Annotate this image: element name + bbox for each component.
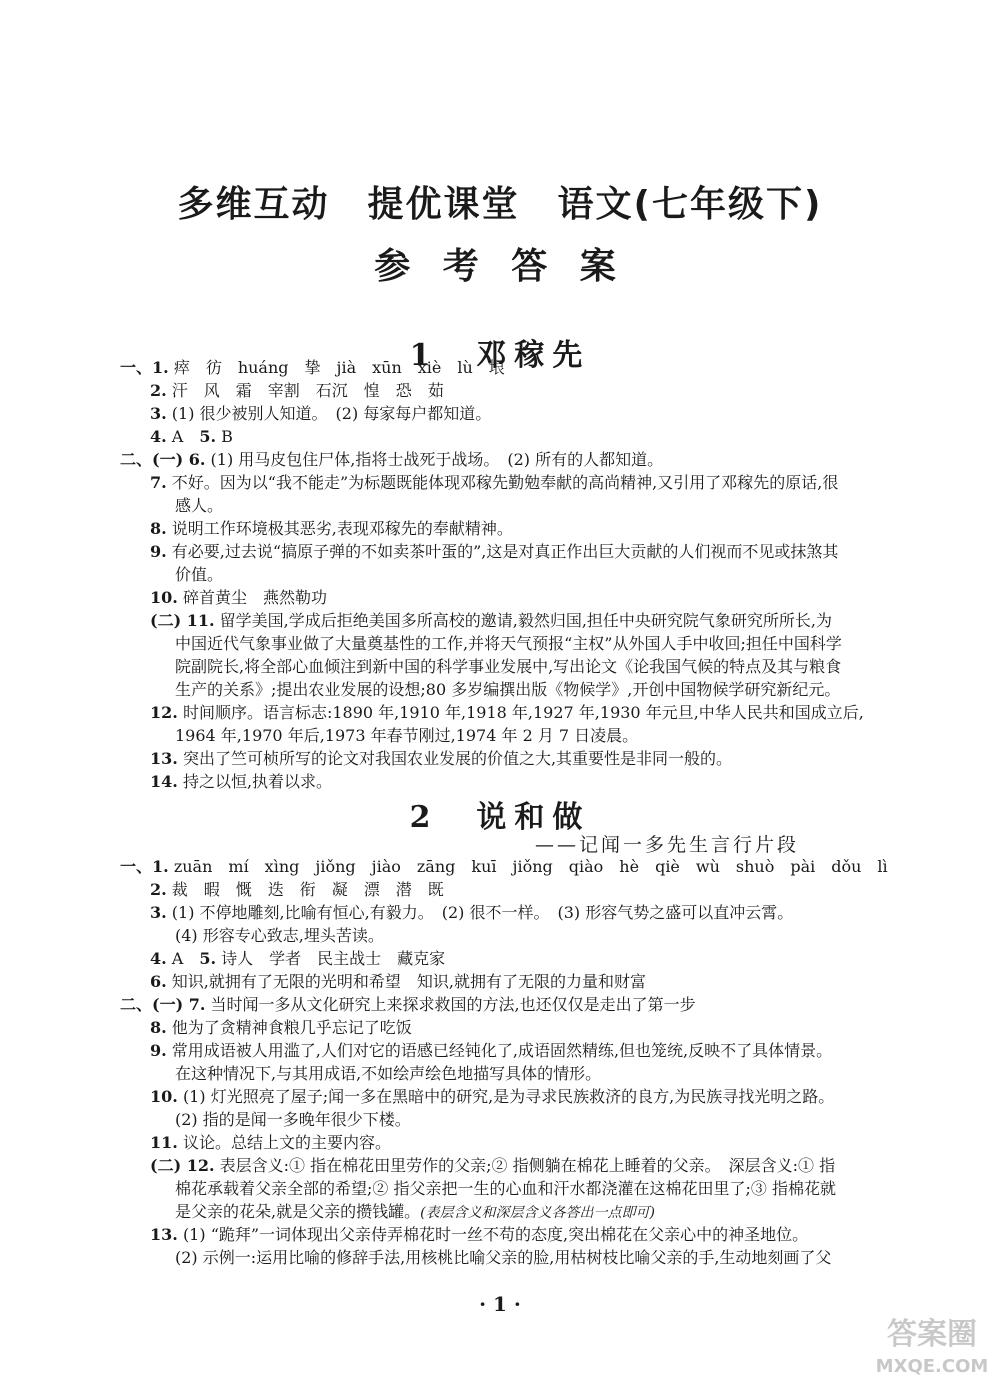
answer-line <box>120 856 888 878</box>
answer-line <box>150 948 445 970</box>
answer-line <box>175 1201 655 1224</box>
answer-text: 不好。因为以“我不能走”为标题既能体现邓稼先勤勉奉献的高尚精神,又引用了邓稼先的原话,很 <box>171 473 839 492</box>
question-number: 2. <box>150 381 167 400</box>
answer-text: 生产的关系》;提出农业发展的设想;80 多岁编撰出版《物候学》,开创中国物候学研究新纪元。 <box>175 680 841 699</box>
question-number: 13. <box>150 749 178 768</box>
answer-text: 瘁 彷 huáng 挚 jià xūn xiè lù 垠 <box>173 358 505 377</box>
answer-text: 感人。 <box>175 496 224 515</box>
answer-text: B <box>221 427 233 446</box>
answer-text: 持之以恒,执着以求。 <box>182 772 333 791</box>
answer-line <box>120 449 663 471</box>
section-2-title: 2 说和做 <box>409 800 591 835</box>
answer-text: (1) 不停地雕刻,比喻有恒心,有毅力。 (2) 很不一样。 (3) 形容气势之盛可以直冲云霄。 <box>171 903 794 922</box>
answer-line <box>175 725 638 747</box>
answer-line <box>150 610 832 632</box>
answer-line <box>175 1109 411 1131</box>
answer-text: 知识,就拥有了无限的光明和希望 知识,就拥有了无限的力量和财富 <box>171 972 646 991</box>
answer-text: (1) 很少被别人知道。 (2) 每家每户都知道。 <box>171 404 492 423</box>
watermark-top-text: 答案圈 <box>887 1317 977 1352</box>
answer-line <box>150 748 732 770</box>
answer-line <box>150 403 491 425</box>
answer-line <box>175 633 842 655</box>
answer-text: (1) 灯光照亮了屋子;闻一多在黑暗中的研究,是为寻求民族救济的良方,为民族寻找光明之路。 <box>182 1087 835 1106</box>
answer-line <box>150 380 444 402</box>
answer-text: (1) “跪拜”一词体现出父亲侍弄棉花时一丝不苟的态度,突出棉花在父亲心中的神圣地位。 <box>182 1225 809 1244</box>
answer-line <box>175 656 841 678</box>
answer-text: 议论。总结上文的主要内容。 <box>182 1133 391 1152</box>
question-number: 8. <box>150 1018 167 1037</box>
answer-text: 中国近代气象事业做了大量奠基性的工作,并将天气预报“主权”从外国人手中收回;担任中国科学 <box>175 634 842 653</box>
answer-text: 时间顺序。语言标志:1890 年,1910 年,1918 年,1927 年,1930 年元旦,中华人民共和国成立后, <box>182 703 864 722</box>
question-number: 9. <box>150 1041 167 1060</box>
question-number: 14. <box>150 772 178 791</box>
question-number: 二、(一) 7. <box>120 995 206 1014</box>
question-number: 二、(一) 6. <box>120 450 206 469</box>
answer-line <box>175 564 223 586</box>
answer-line <box>175 495 223 517</box>
question-number: 3. <box>150 903 167 922</box>
answer-line <box>150 879 444 901</box>
question-number: 5. <box>199 427 217 446</box>
question-number: 10. <box>150 1087 178 1106</box>
page-subtitle: 参 考 答 案 <box>374 246 626 287</box>
answer-text: 裁 暇 慨 迭 衔 凝 漂 潜 既 <box>171 880 444 899</box>
answer-text: (1) 用马皮包住尸体,指将士战死于战场。 (2) 所有的人都知道。 <box>210 450 664 469</box>
answer-text: 说明工作环境极其恶劣,表现邓稼先的奉献精神。 <box>171 519 513 538</box>
answer-text: 汗 风 霜 宰割 石沉 惶 恐 茹 <box>171 381 444 400</box>
answer-line <box>175 1247 831 1269</box>
question-number: 3. <box>150 404 167 423</box>
answer-text: 诗人 学者 民主战士 藏克家 <box>221 949 446 968</box>
answer-text: A <box>171 949 200 968</box>
page-number: · 1 · <box>479 1292 521 1316</box>
page-title: 多维互动 提优课堂 语文(七年级下) <box>177 184 823 225</box>
watermark-bottom-text: MXQE.COM <box>875 1356 989 1377</box>
answer-text: A <box>171 427 200 446</box>
answer-line <box>175 1178 836 1200</box>
answer-line <box>175 1063 601 1085</box>
answer-line <box>150 771 332 793</box>
answer-text: 表层含义:① 指在棉花田里劳作的父亲;② 指侧躺在棉花上睡着的父亲。 深层含义:① 指 <box>219 1156 836 1175</box>
answer-line <box>175 679 840 701</box>
watermark-logo <box>872 1304 992 1384</box>
answer-line <box>150 1086 834 1108</box>
answer-text: 留学美国,学成后拒绝美国多所高校的邀请,毅然归国,担任中央研究院气象研究所所长,为 <box>219 611 833 630</box>
answer-line <box>120 357 505 379</box>
answer-text: 棉花承载着父亲全部的希望;② 指父亲把一生的心血和汗水都浇灌在这棉花田里了;③ 指棉花就 <box>175 1179 836 1198</box>
answer-line <box>120 994 696 1016</box>
question-number: 2. <box>150 880 167 899</box>
answer-text: (4) 形容专心致志,埋头苦读。 <box>175 926 384 945</box>
question-number: 5. <box>199 949 217 968</box>
answer-text: 他为了贪精神食粮几乎忘记了吃饭 <box>171 1018 412 1037</box>
question-number: 10. <box>150 588 178 607</box>
answer-text: 当时闻一多从文化研究上来探求救国的方法,也还仅仅是走出了第一步 <box>210 995 696 1014</box>
answer-line <box>150 426 233 448</box>
answer-text: 1964 年,1970 年后,1973 年春节刚过,1974 年 2 月 7 日凌晨。 <box>175 726 639 745</box>
answer-line <box>150 1132 391 1154</box>
question-number: 8. <box>150 519 167 538</box>
answer-line <box>150 1017 412 1039</box>
answer-text: 碎首黄尘 燕然勒功 <box>182 588 327 607</box>
answer-line <box>150 1040 832 1062</box>
answer-line <box>150 518 513 540</box>
answer-text: (2) 指的是闻一多晚年很少下楼。 <box>175 1110 411 1129</box>
answer-line <box>150 902 793 924</box>
answer-text: 是父亲的花朵,就是父亲的攒钱罐。 <box>175 1202 421 1221</box>
answer-text: (2) 示例一:运用比喻的修辞手法,用核桃比喻父亲的脸,用枯树枝比喻父亲的手,生动地刻画了父 <box>175 1248 832 1267</box>
question-number: 一、1. <box>120 857 169 876</box>
answer-line <box>150 587 327 609</box>
question-number: 6. <box>150 972 167 991</box>
question-number: 4. <box>150 949 167 968</box>
question-number: 11. <box>150 1133 178 1152</box>
answer-text: 常用成语被人用滥了,人们对它的语感已经钝化了,成语固然精练,但也笼统,反映不了具体情景。 <box>171 1041 833 1060</box>
question-number: 7. <box>150 473 167 492</box>
question-number: 4. <box>150 427 167 446</box>
answer-line <box>150 472 838 494</box>
answer-text: 突出了竺可桢所写的论文对我国农业发展的价值之大,其重要性是非同一般的。 <box>182 749 733 768</box>
section-2-subtitle: ——记闻一多先生言行片段 <box>535 834 800 856</box>
answer-line <box>150 1155 835 1177</box>
question-number: 12. <box>150 703 178 722</box>
answer-line <box>150 702 864 724</box>
answer-line <box>175 925 384 947</box>
answer-line <box>150 541 838 563</box>
answer-text: 在这种情况下,与其用成语,不如绘声绘色地描写具体的情形。 <box>175 1064 602 1083</box>
question-number: 9. <box>150 542 167 561</box>
answer-text: 院副院长,将全部心血倾注到新中国的科学事业发展中,写出论文《论我国气候的特点及其与粮食 <box>175 657 842 676</box>
answer-text: 价值。 <box>175 565 224 584</box>
question-number: 一、1. <box>120 358 169 377</box>
answer-text: zuān mí xìng jiǒng jiào zāng kuī jiǒng qiào hè qiè wù shuò pài dǒu lì <box>173 857 888 876</box>
section-1-title: 1 邓稼先 <box>409 338 591 373</box>
answer-note: (表层含义和深层含义各答出一点即可) <box>420 1205 656 1221</box>
answer-line <box>150 971 646 993</box>
question-number: (二) 11. <box>150 611 215 630</box>
answer-text: 有必要,过去说“搞原子弹的不如卖茶叶蛋的”,这是对真正作出巨大贡献的人们视而不见或抹煞其 <box>171 542 839 561</box>
answer-line <box>150 1224 808 1246</box>
question-number: (二) 12. <box>150 1156 215 1175</box>
question-number: 13. <box>150 1225 178 1244</box>
